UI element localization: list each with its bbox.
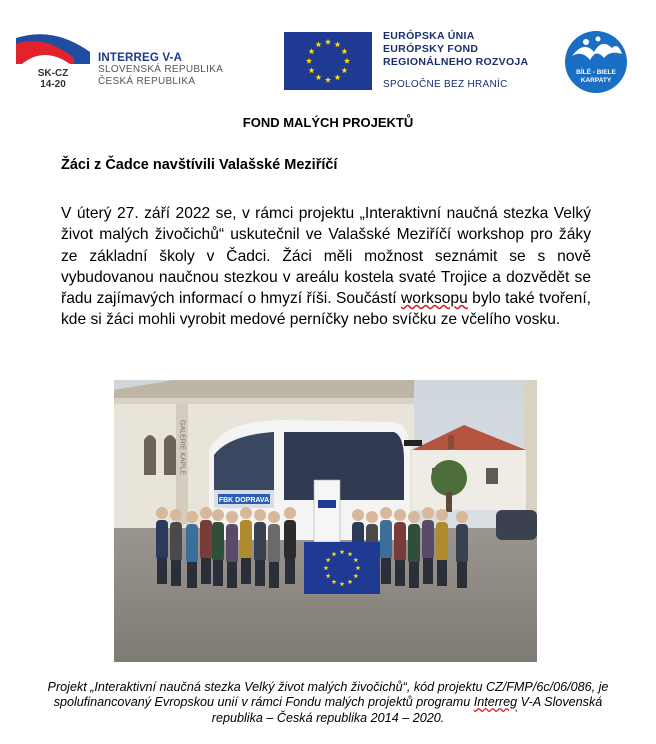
person-legs <box>457 562 467 588</box>
person <box>186 524 198 564</box>
person-legs <box>285 558 295 584</box>
group-photo <box>114 380 537 662</box>
person-legs <box>241 558 251 584</box>
interreg-logo <box>14 28 254 92</box>
article-body <box>61 203 591 331</box>
person-legs <box>201 558 211 584</box>
interreg-line-1: SLOVENSKÁ REPUBLIKA <box>98 64 224 75</box>
person-head <box>394 509 406 521</box>
person <box>156 520 168 560</box>
person <box>422 520 434 560</box>
person-head <box>156 507 168 519</box>
person-head <box>408 511 420 523</box>
person-head <box>268 511 280 523</box>
person-head <box>366 511 378 523</box>
person <box>408 524 420 564</box>
person-head <box>352 509 364 521</box>
person <box>212 522 224 562</box>
interreg-period: 14-20 <box>40 79 66 90</box>
interreg-line-2: ČESKÁ REPUBLIKA <box>98 76 196 87</box>
eu-line-2: EURÓPSKY FOND <box>383 43 479 55</box>
person <box>394 522 406 562</box>
person-head <box>284 507 296 519</box>
eu-motto: SPOLOČNE BEZ HRANÍC <box>383 79 508 90</box>
article-body-misspelled-word: worksopu <box>401 290 468 308</box>
person <box>200 520 212 560</box>
eu-flag-icon <box>284 32 372 90</box>
person-legs <box>171 560 181 586</box>
project-banner <box>314 480 340 542</box>
person-legs <box>395 560 405 586</box>
person <box>456 524 468 564</box>
person-legs <box>423 558 433 584</box>
person <box>436 522 448 562</box>
person <box>254 522 266 562</box>
person-head <box>212 509 224 521</box>
caption-misspelled-word: Interreg <box>473 695 518 710</box>
person-legs <box>157 558 167 584</box>
person <box>284 520 296 560</box>
person <box>380 520 392 560</box>
person-legs <box>269 562 279 588</box>
person-head <box>200 507 212 519</box>
person-legs <box>187 562 197 588</box>
fund-title: FOND MALÝCH PROJEKTŮ <box>242 115 414 130</box>
person-head <box>186 511 198 523</box>
bus-sign: FBK DOPRAVA <box>218 497 270 504</box>
person-legs <box>437 560 447 586</box>
person <box>268 524 280 564</box>
interreg-mark-icon <box>14 28 92 90</box>
church-sign: GALERIE KAPLE <box>178 420 186 475</box>
person <box>240 520 252 560</box>
person-head <box>436 509 448 521</box>
person-head <box>456 511 468 523</box>
person-legs <box>255 560 265 586</box>
karpaty-line-1: BÍLÉ - BIELE <box>576 69 616 76</box>
eu-text <box>383 30 563 90</box>
caption-part-1: Projekt „Interaktivní naučná stezka Velký život malých živočichů“, kód projektu CZ/FMP/6c/06/086, je spolufinancovaný Evropskou unií v rámci Fondu malých projektů programu <box>47 680 609 710</box>
person-head <box>240 507 252 519</box>
person-head <box>254 509 266 521</box>
eu-line-3: REGIONÁLNEHO ROZVOJA <box>383 56 529 68</box>
person-head <box>226 511 238 523</box>
karpaty-line-2: KARPATY <box>580 77 612 84</box>
article-body-part-1: V úterý 27. září 2022 se, v rámci projektu „Interaktivní naučná stezka Velký život malých živočichů“ uskutečnil ve Valašské Meziříčí workshop pro žáky ze základní školy v Čadci. Žáci měli možnost seznámit se s nově vybudovanou naučnou stezkou v areálu kostela svaté Trojice a dozvědět se řadu zajímavých informací o hmyzí říši. Součástí <box>61 205 591 308</box>
person-legs <box>409 562 419 588</box>
interreg-text <box>98 52 258 88</box>
person-head <box>422 507 434 519</box>
caption-part-2: V-A Slovenská republika – Česká republika 2014 – 2020. <box>211 695 603 725</box>
person <box>170 522 182 562</box>
eu-line-1: EURÓPSKA ÚNIA <box>383 30 475 42</box>
person-legs <box>213 560 223 586</box>
article-title: Žáci z Čadce navštívili Valašské Meziříčí <box>61 157 338 173</box>
project-caption <box>30 680 626 726</box>
interreg-title: INTERREG V-A <box>98 52 183 64</box>
person-head <box>170 509 182 521</box>
biele-karpaty-logo-icon <box>564 30 628 94</box>
held-eu-flag-icon <box>304 542 380 594</box>
person-head <box>380 507 392 519</box>
article-body-part-2: bylo také tvoření, kde si žáci mohli vyrobit medové perníčky nebo svíčku ze včelího vosku. <box>61 290 591 329</box>
person <box>226 524 238 564</box>
person-legs <box>381 558 391 584</box>
interreg-code: SK-CZ <box>37 68 69 79</box>
person-legs <box>227 562 237 588</box>
